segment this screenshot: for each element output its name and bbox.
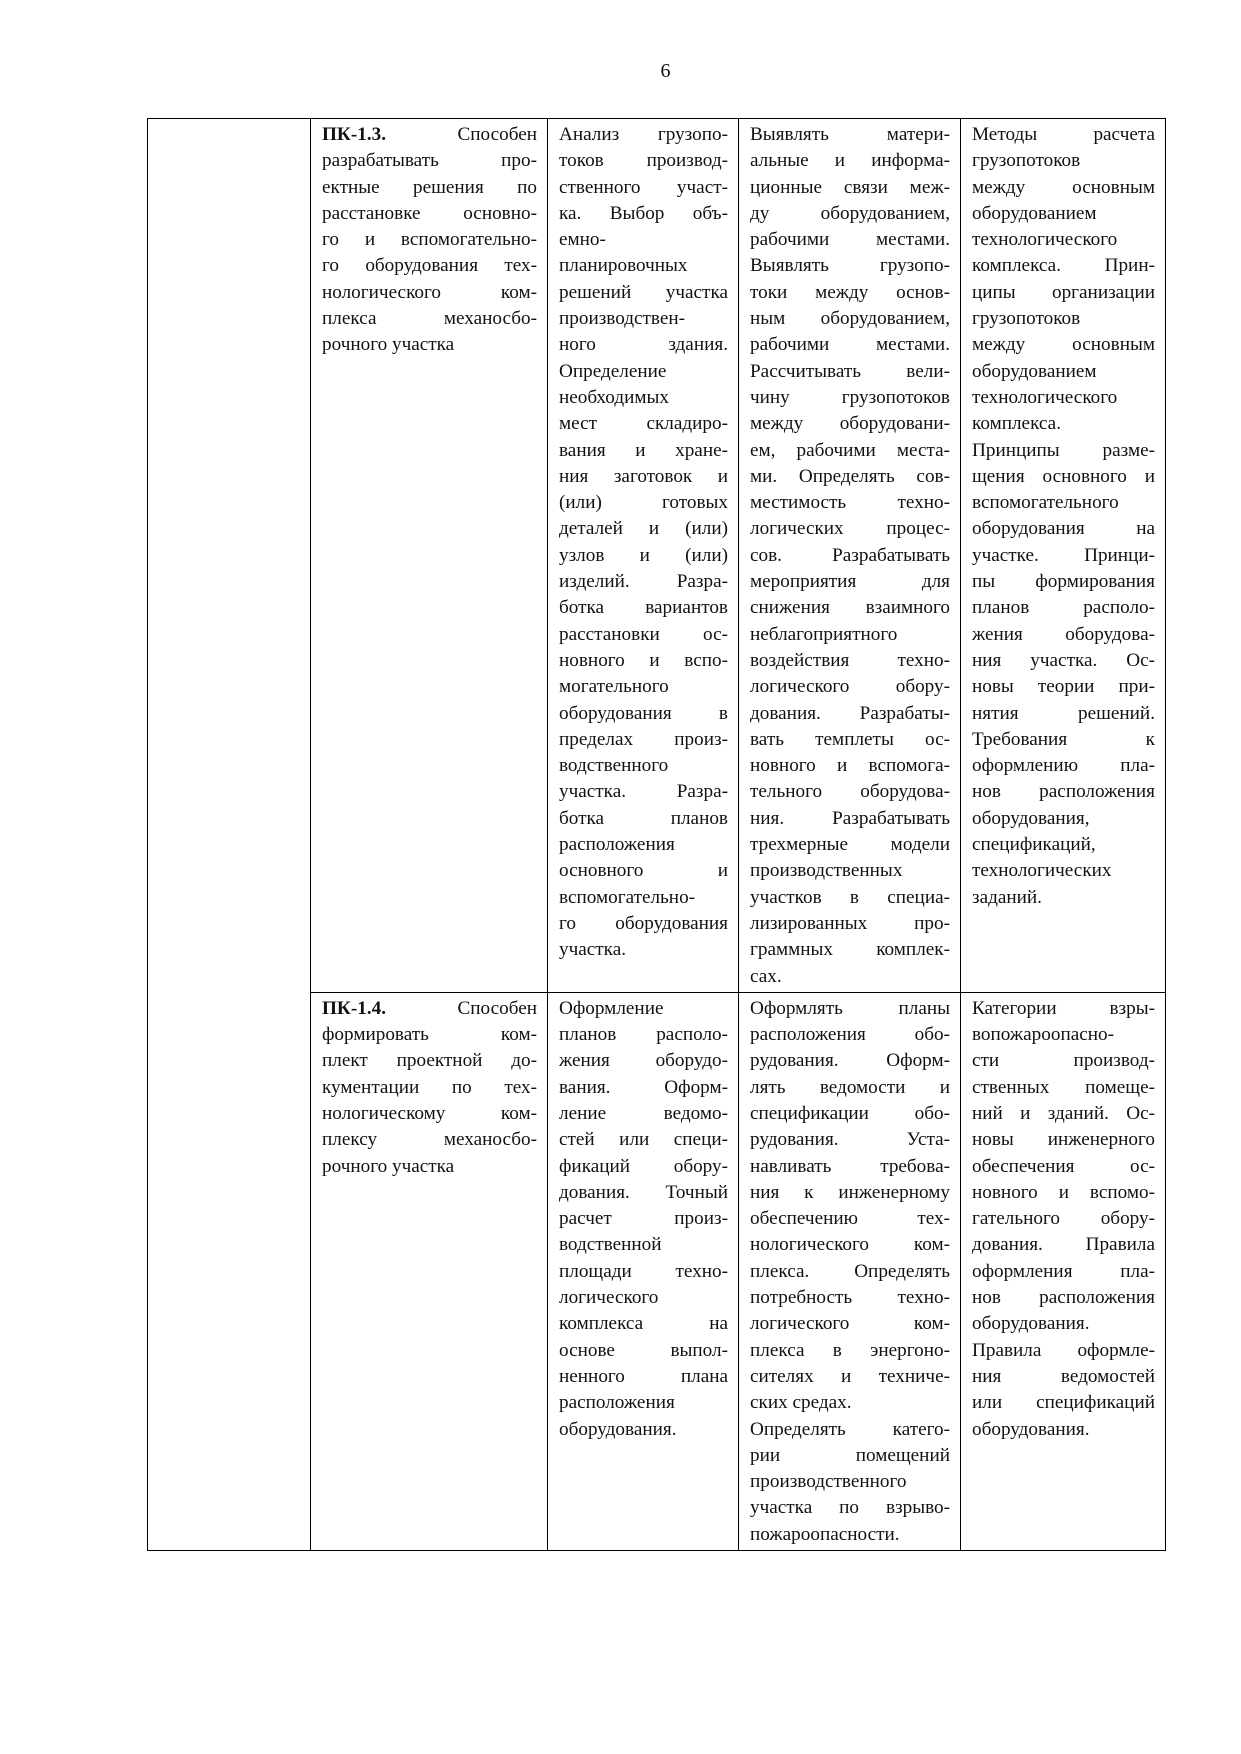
text-line: токи между основ- bbox=[750, 281, 950, 303]
text-line: ских средах. bbox=[750, 1392, 852, 1414]
text-line: оборудования, bbox=[972, 807, 1090, 829]
text-line: Рассчитывать вели- bbox=[750, 360, 950, 382]
actions-cell bbox=[548, 119, 739, 993]
text-line: Определять катего- bbox=[750, 1418, 950, 1440]
text-line: расстановки ос- bbox=[559, 623, 728, 645]
text-line: оборудования на bbox=[972, 518, 1155, 540]
text-line: емно- bbox=[559, 229, 606, 251]
text-line: рии помещений bbox=[750, 1444, 950, 1466]
text-line: оформлению пла- bbox=[972, 755, 1155, 777]
text-line: ектные решения по bbox=[322, 176, 537, 198]
text-line: спецификаций, bbox=[972, 834, 1096, 856]
text-line: Выявлять матери- bbox=[750, 124, 950, 145]
text-line: ным оборудованием, bbox=[750, 308, 950, 330]
text-line: расположения bbox=[559, 834, 675, 856]
text-line: технологического bbox=[972, 386, 1118, 408]
text-line: ционные связи меж- bbox=[750, 176, 950, 198]
text-line: участков в специа- bbox=[750, 886, 950, 908]
text-line: нов расположения bbox=[972, 781, 1155, 803]
text-line: ду оборудованием, bbox=[750, 202, 950, 224]
text-line: ление ведомо- bbox=[559, 1102, 728, 1124]
text-line: расположения обо- bbox=[750, 1024, 950, 1046]
text-line: ния заготовок и bbox=[559, 465, 728, 487]
text-line: лять ведомости и bbox=[750, 1076, 950, 1098]
text-line: навливать требова- bbox=[750, 1155, 950, 1177]
text-line: логического обору- bbox=[750, 676, 950, 698]
text-line: (или) готовых bbox=[559, 492, 728, 514]
text-line: технологического bbox=[972, 229, 1118, 251]
text-line: спецификации обо- bbox=[750, 1102, 950, 1124]
text-line: Методы расчета bbox=[972, 124, 1155, 145]
skills-cell bbox=[739, 119, 961, 993]
text-line: водственного bbox=[559, 755, 669, 777]
text-line: дования. Разрабаты- bbox=[750, 702, 950, 724]
text-line: новного и вспо- bbox=[559, 649, 728, 671]
text-line: плекса. Определять bbox=[750, 1260, 950, 1282]
text-line: новы теории при- bbox=[972, 676, 1155, 698]
text-line: необходимых bbox=[559, 386, 669, 408]
text-line: Анализ грузопо- bbox=[559, 124, 728, 145]
text-line: нятия решений. bbox=[972, 702, 1155, 724]
text-line: плексу механосбо- bbox=[322, 1129, 537, 1151]
competence-cell bbox=[311, 119, 548, 993]
text-line: снижения взаимного bbox=[750, 597, 950, 619]
text-line: могательного bbox=[559, 676, 669, 698]
text-line: формировать ком- bbox=[322, 1024, 537, 1046]
text-line: ка. Выбор объ- bbox=[559, 202, 728, 224]
text-line: участка по взрыво- bbox=[750, 1497, 950, 1519]
text-line: новы инженерного bbox=[972, 1129, 1155, 1151]
text-line: лизированных про- bbox=[750, 912, 950, 934]
text-line: обеспечению тех- bbox=[750, 1208, 950, 1230]
text-line: рочного участка bbox=[322, 334, 455, 356]
text-line: планов располо- bbox=[972, 597, 1155, 619]
text-line: сти производ- bbox=[972, 1050, 1155, 1072]
text-line: оборудованием bbox=[972, 202, 1097, 224]
competence-code: ПК-1.3. bbox=[322, 124, 387, 145]
text-line: вспомогательного bbox=[972, 492, 1119, 514]
text-line: дования. Точный bbox=[559, 1181, 728, 1203]
text-line: го оборудования тех- bbox=[322, 255, 537, 277]
text-line: расчет произ- bbox=[559, 1208, 728, 1230]
text-line: или спецификаций bbox=[972, 1392, 1155, 1414]
text-line: сов. Разрабатывать bbox=[750, 544, 950, 566]
text-line: решений участка bbox=[559, 281, 728, 303]
text-line: вания и хране- bbox=[559, 439, 728, 461]
text-line: плект проектной до- bbox=[322, 1050, 537, 1072]
table-row bbox=[148, 119, 1166, 993]
text-line: жения оборудо- bbox=[559, 1050, 728, 1072]
text-line: рабочими местами. bbox=[750, 334, 950, 356]
text-line: заданий. bbox=[972, 886, 1042, 908]
text-line: нологического ком- bbox=[750, 1234, 950, 1256]
text-line: грузопотоков bbox=[972, 150, 1081, 172]
text-line: плекса механосбо- bbox=[322, 308, 537, 330]
text-line: комплекса на bbox=[559, 1313, 728, 1335]
text-line: го и вспомогательно- bbox=[322, 229, 537, 251]
text-line: потребность техно- bbox=[750, 1287, 950, 1309]
text-line: оборудованием bbox=[972, 360, 1097, 382]
text-line: ципы организации bbox=[972, 281, 1155, 303]
text-line: Оформлять планы bbox=[750, 997, 950, 1019]
text-line: планов располо- bbox=[559, 1024, 728, 1046]
text-line: ственного участ- bbox=[559, 176, 728, 198]
text-line: комплекса. bbox=[972, 413, 1061, 435]
text-line: ботка планов bbox=[559, 807, 728, 829]
text-line: между основным bbox=[972, 176, 1155, 198]
text-line: оборудования в bbox=[559, 702, 728, 724]
text-line: оборудования. bbox=[972, 1313, 1090, 1335]
text-line: новного и вспомо- bbox=[972, 1181, 1155, 1203]
text-line: дования. Правила bbox=[972, 1234, 1155, 1256]
text-line bbox=[322, 996, 537, 1022]
text-line: ем, рабочими места- bbox=[750, 439, 950, 461]
text-line: обеспечения ос- bbox=[972, 1155, 1155, 1177]
text-line: нологическому ком- bbox=[322, 1102, 537, 1124]
text-line: ний и зданий. Ос- bbox=[972, 1102, 1155, 1124]
text-line: планировочных bbox=[559, 255, 688, 277]
text-line: мероприятия для bbox=[750, 571, 950, 593]
text-line: неблагоприятного bbox=[750, 623, 898, 645]
text-line: мест складиро- bbox=[559, 413, 728, 435]
competence-code: ПК-1.4. bbox=[322, 997, 387, 1019]
text-line: участка. Разра- bbox=[559, 781, 728, 803]
text-line: технологических bbox=[972, 860, 1112, 882]
text-line bbox=[322, 122, 537, 148]
text-line: токов производ- bbox=[559, 150, 728, 172]
text-line: новного и вспомога- bbox=[750, 755, 950, 777]
skills-cell bbox=[739, 992, 961, 1550]
text-line: воздействия техно- bbox=[750, 649, 950, 671]
text-line: ственных помеще- bbox=[972, 1076, 1155, 1098]
text-line: вания. Оформ- bbox=[559, 1076, 728, 1098]
text-line: пределах произ- bbox=[559, 728, 728, 750]
text-line: нологического ком- bbox=[322, 281, 537, 303]
text-line: гательного обору- bbox=[972, 1208, 1155, 1230]
text-line: ния ведомостей bbox=[972, 1365, 1155, 1387]
text-line: тельного оборудова- bbox=[750, 781, 950, 803]
text-line: рудования. Уста- bbox=[750, 1129, 950, 1151]
text-line: логического bbox=[559, 1287, 659, 1309]
text-line: расстановке основно- bbox=[322, 202, 537, 224]
text-line: производствен- bbox=[559, 308, 686, 330]
text-line: между основным bbox=[972, 334, 1155, 356]
text-line: пожароопасности. bbox=[750, 1523, 900, 1545]
text-line: вать темплеты ос- bbox=[750, 728, 950, 750]
text-line: оборудования. bbox=[972, 1418, 1090, 1440]
competence-text: Способен bbox=[457, 997, 537, 1019]
text-line: ного здания. bbox=[559, 334, 728, 356]
text-line: грузопотоков bbox=[972, 308, 1081, 330]
text-line: вспомогательно- bbox=[559, 886, 696, 908]
knowledge-cell bbox=[961, 119, 1166, 993]
text-line: Категории взры- bbox=[972, 997, 1155, 1019]
text-line: площади техно- bbox=[559, 1260, 728, 1282]
text-line: производственных bbox=[750, 860, 903, 882]
actions-cell bbox=[548, 992, 739, 1550]
text-line: ненного плана bbox=[559, 1365, 728, 1387]
text-line: логического ком- bbox=[750, 1313, 950, 1335]
text-line: основного и bbox=[559, 860, 728, 882]
text-line: рочного участка bbox=[322, 1155, 455, 1177]
text-line: кументации по тех- bbox=[322, 1076, 537, 1098]
text-line: комплекса. Прин- bbox=[972, 255, 1155, 277]
text-line: го оборудования bbox=[559, 912, 728, 934]
text-line: сах. bbox=[750, 965, 782, 987]
text-line: фикаций обору- bbox=[559, 1155, 728, 1177]
text-line: граммных комплек- bbox=[750, 939, 950, 961]
text-line: Выявлять грузопо- bbox=[750, 255, 950, 277]
knowledge-cell bbox=[961, 992, 1166, 1550]
text-line: оформления пла- bbox=[972, 1260, 1155, 1282]
text-line: ми. Определять сов- bbox=[750, 465, 950, 487]
text-line: расположения bbox=[559, 1392, 675, 1414]
text-line: ния участка. Ос- bbox=[972, 649, 1155, 671]
text-line: водственной bbox=[559, 1234, 662, 1256]
text-line: трехмерные модели bbox=[750, 834, 950, 856]
text-line: нов расположения bbox=[972, 1287, 1155, 1309]
text-line: чину грузопотоков bbox=[750, 386, 950, 408]
text-line: ния. Разрабатывать bbox=[750, 807, 950, 829]
text-line: производственного bbox=[750, 1471, 907, 1493]
text-line: Определение bbox=[559, 360, 667, 382]
text-line: деталей и (или) bbox=[559, 518, 728, 540]
text-line: участке. Принци- bbox=[972, 544, 1155, 566]
text-line: изделий. Разра- bbox=[559, 571, 728, 593]
text-line: сителях и техниче- bbox=[750, 1365, 950, 1387]
text-line: участка. bbox=[559, 939, 627, 961]
text-line: логических процес- bbox=[750, 518, 950, 540]
text-line: пы формирования bbox=[972, 571, 1155, 593]
text-line: между оборудовани- bbox=[750, 413, 950, 435]
text-line: Требования к bbox=[972, 728, 1155, 750]
text-line: Принципы разме- bbox=[972, 439, 1155, 461]
text-line: рабочими местами. bbox=[750, 229, 950, 251]
text-line: Правила оформле- bbox=[972, 1339, 1155, 1361]
competence-cell bbox=[311, 992, 548, 1550]
text-line: стей или специ- bbox=[559, 1129, 728, 1151]
text-line: Оформление bbox=[559, 997, 664, 1019]
text-line: ния к инженерному bbox=[750, 1181, 950, 1203]
page-number: 6 bbox=[660, 60, 671, 82]
text-line: щения основного и bbox=[972, 465, 1155, 487]
text-line: узлов и (или) bbox=[559, 544, 728, 566]
text-line: плекса в энергоно- bbox=[750, 1339, 950, 1361]
text-line: жения оборудова- bbox=[972, 623, 1155, 645]
competence-text: Способен bbox=[457, 124, 537, 145]
text-line: вопожароопасно- bbox=[972, 1024, 1115, 1046]
text-line: разрабатывать про- bbox=[322, 150, 537, 172]
competence-table bbox=[147, 118, 1166, 1551]
text-line: рудования. Оформ- bbox=[750, 1050, 950, 1072]
text-line: оборудования. bbox=[559, 1418, 677, 1440]
empty-first-column-cell bbox=[148, 119, 311, 1551]
text-line: основе выпол- bbox=[559, 1339, 728, 1361]
text-line: альные и информа- bbox=[750, 150, 950, 172]
text-line: ботка вариантов bbox=[559, 597, 728, 619]
text-line: местимость техно- bbox=[750, 492, 950, 514]
